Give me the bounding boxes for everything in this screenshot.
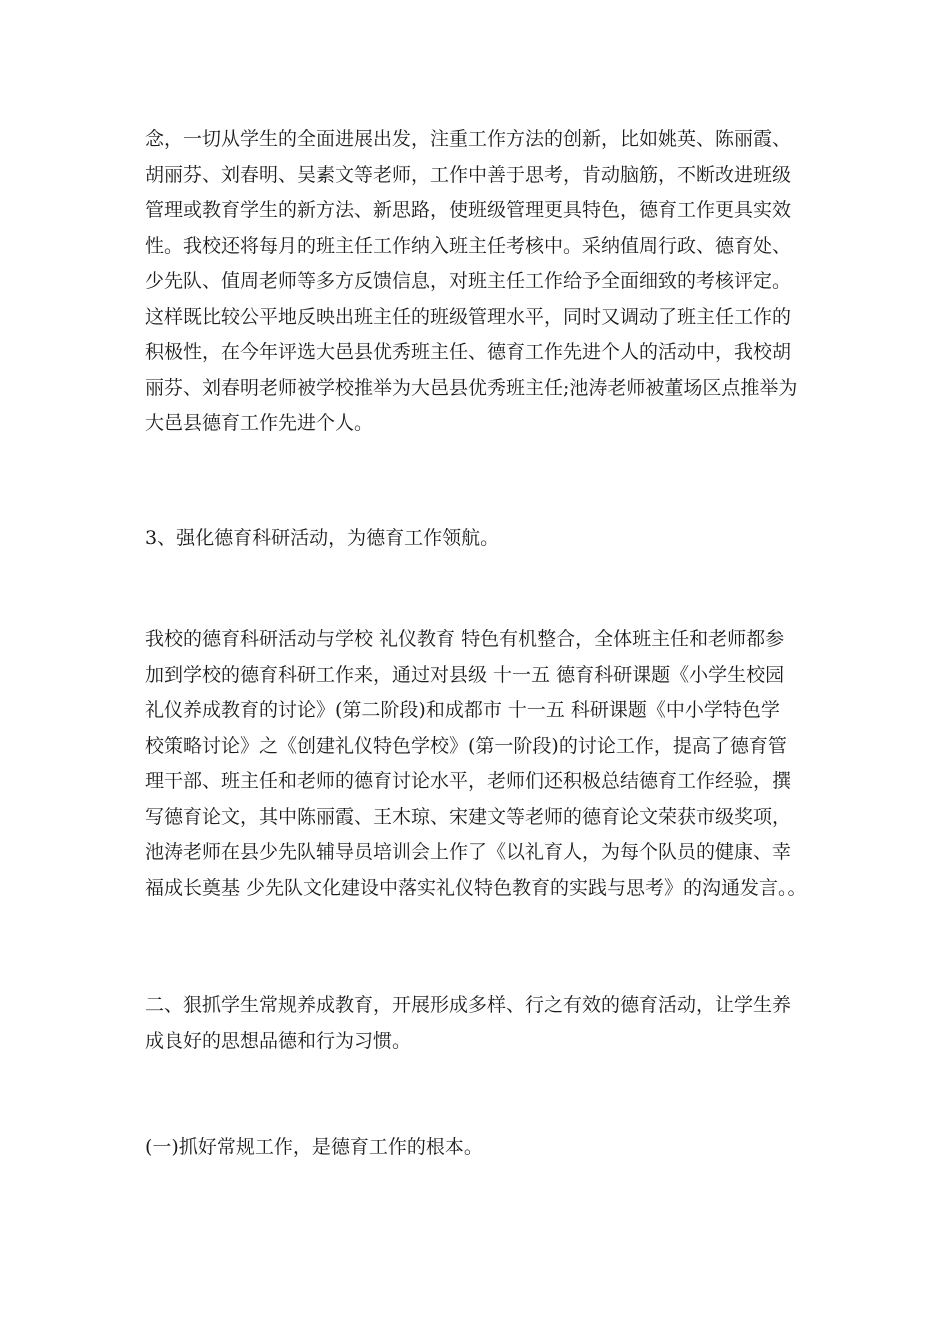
heading-line: (一)抓好常规工作，是德育工作的根本。 xyxy=(145,1136,483,1158)
text-line: 性。我校还将每月的班主任工作纳入班主任考核中。采纳值周行政、德育处、 xyxy=(145,234,792,257)
text-line: 念，一切从学生的全面进展出发，注重工作方法的创新，比如姚英、陈丽霞、 xyxy=(145,128,792,150)
paragraph-moral-research xyxy=(145,622,825,906)
text-line: 加到学校的德育科研工作来，通过对县级 十一五 德育科研课题《小学生校园 xyxy=(145,663,785,686)
heading-line: 二、狠抓学生常规养成教育，开展形成多样、行之有效的德育活动，让学生养 xyxy=(145,994,792,1016)
heading-moral-research xyxy=(145,521,825,557)
text-line: 大邑县德育工作先进个人。 xyxy=(145,412,374,434)
heading-line: 成良好的思想品德和行为习惯。 xyxy=(145,1029,412,1052)
heading-line: 3、强化德育科研活动，为德育工作领航。 xyxy=(145,527,500,549)
paragraph-class-teacher-assessment xyxy=(145,122,825,442)
text-line: 理干部、班主任和老师的德育讨论水平，老师们还积极总结德育工作经验，撰 xyxy=(145,770,792,792)
text-line: 积极性，在今年评选大邑县优秀班主任、德育工作先进个人的活动中，我校胡 xyxy=(145,341,792,363)
heading-section-two xyxy=(145,988,825,1059)
text-line: 池涛老师在县少先队辅导员培训会上作了《以礼育人，为每个队员的健康、幸 xyxy=(145,841,792,863)
text-line: 胡丽芬、刘春明、吴素文等老师，工作中善于思考，肯动脑筋，不断改进班级 xyxy=(145,163,792,186)
heading-subsection-one xyxy=(145,1130,825,1166)
text-line: 管理或教育学生的新方法、新思路，使班级管理更具特色，德育工作更具实效 xyxy=(145,199,792,221)
text-line: 礼仪养成教育的讨论》(第二阶段)和成都市 十一五 科研课题《中小学特色学 xyxy=(145,699,780,721)
text-line: 我校的德育科研活动与学校 礼仪教育 特色有机整合，全体班主任和老师都参 xyxy=(145,628,785,650)
text-line: 写德育论文，其中陈丽霞、王木琼、宋建文等老师的德育论文荣获市级奖项， xyxy=(145,805,792,828)
text-line: 校策略讨论》之《创建礼仪特色学校》(第一阶段)的讨论工作，提高了德育管 xyxy=(145,734,787,757)
text-line: 这样既比较公平地反映出班主任的班级管理水平，同时又调动了班主任工作的 xyxy=(145,305,792,328)
text-line: 少先队、值周老师等多方反馈信息，对班主任工作给予全面细致的考核评定。 xyxy=(145,270,792,292)
text-line: 福成长奠基 少先队文化建设中落实礼仪特色教育的实践与思考》的沟通发言。。 xyxy=(145,876,807,899)
text-line: 丽芬、刘春明老师被学校推举为大邑县优秀班主任;池涛老师被董场区点推举为 xyxy=(145,376,798,399)
